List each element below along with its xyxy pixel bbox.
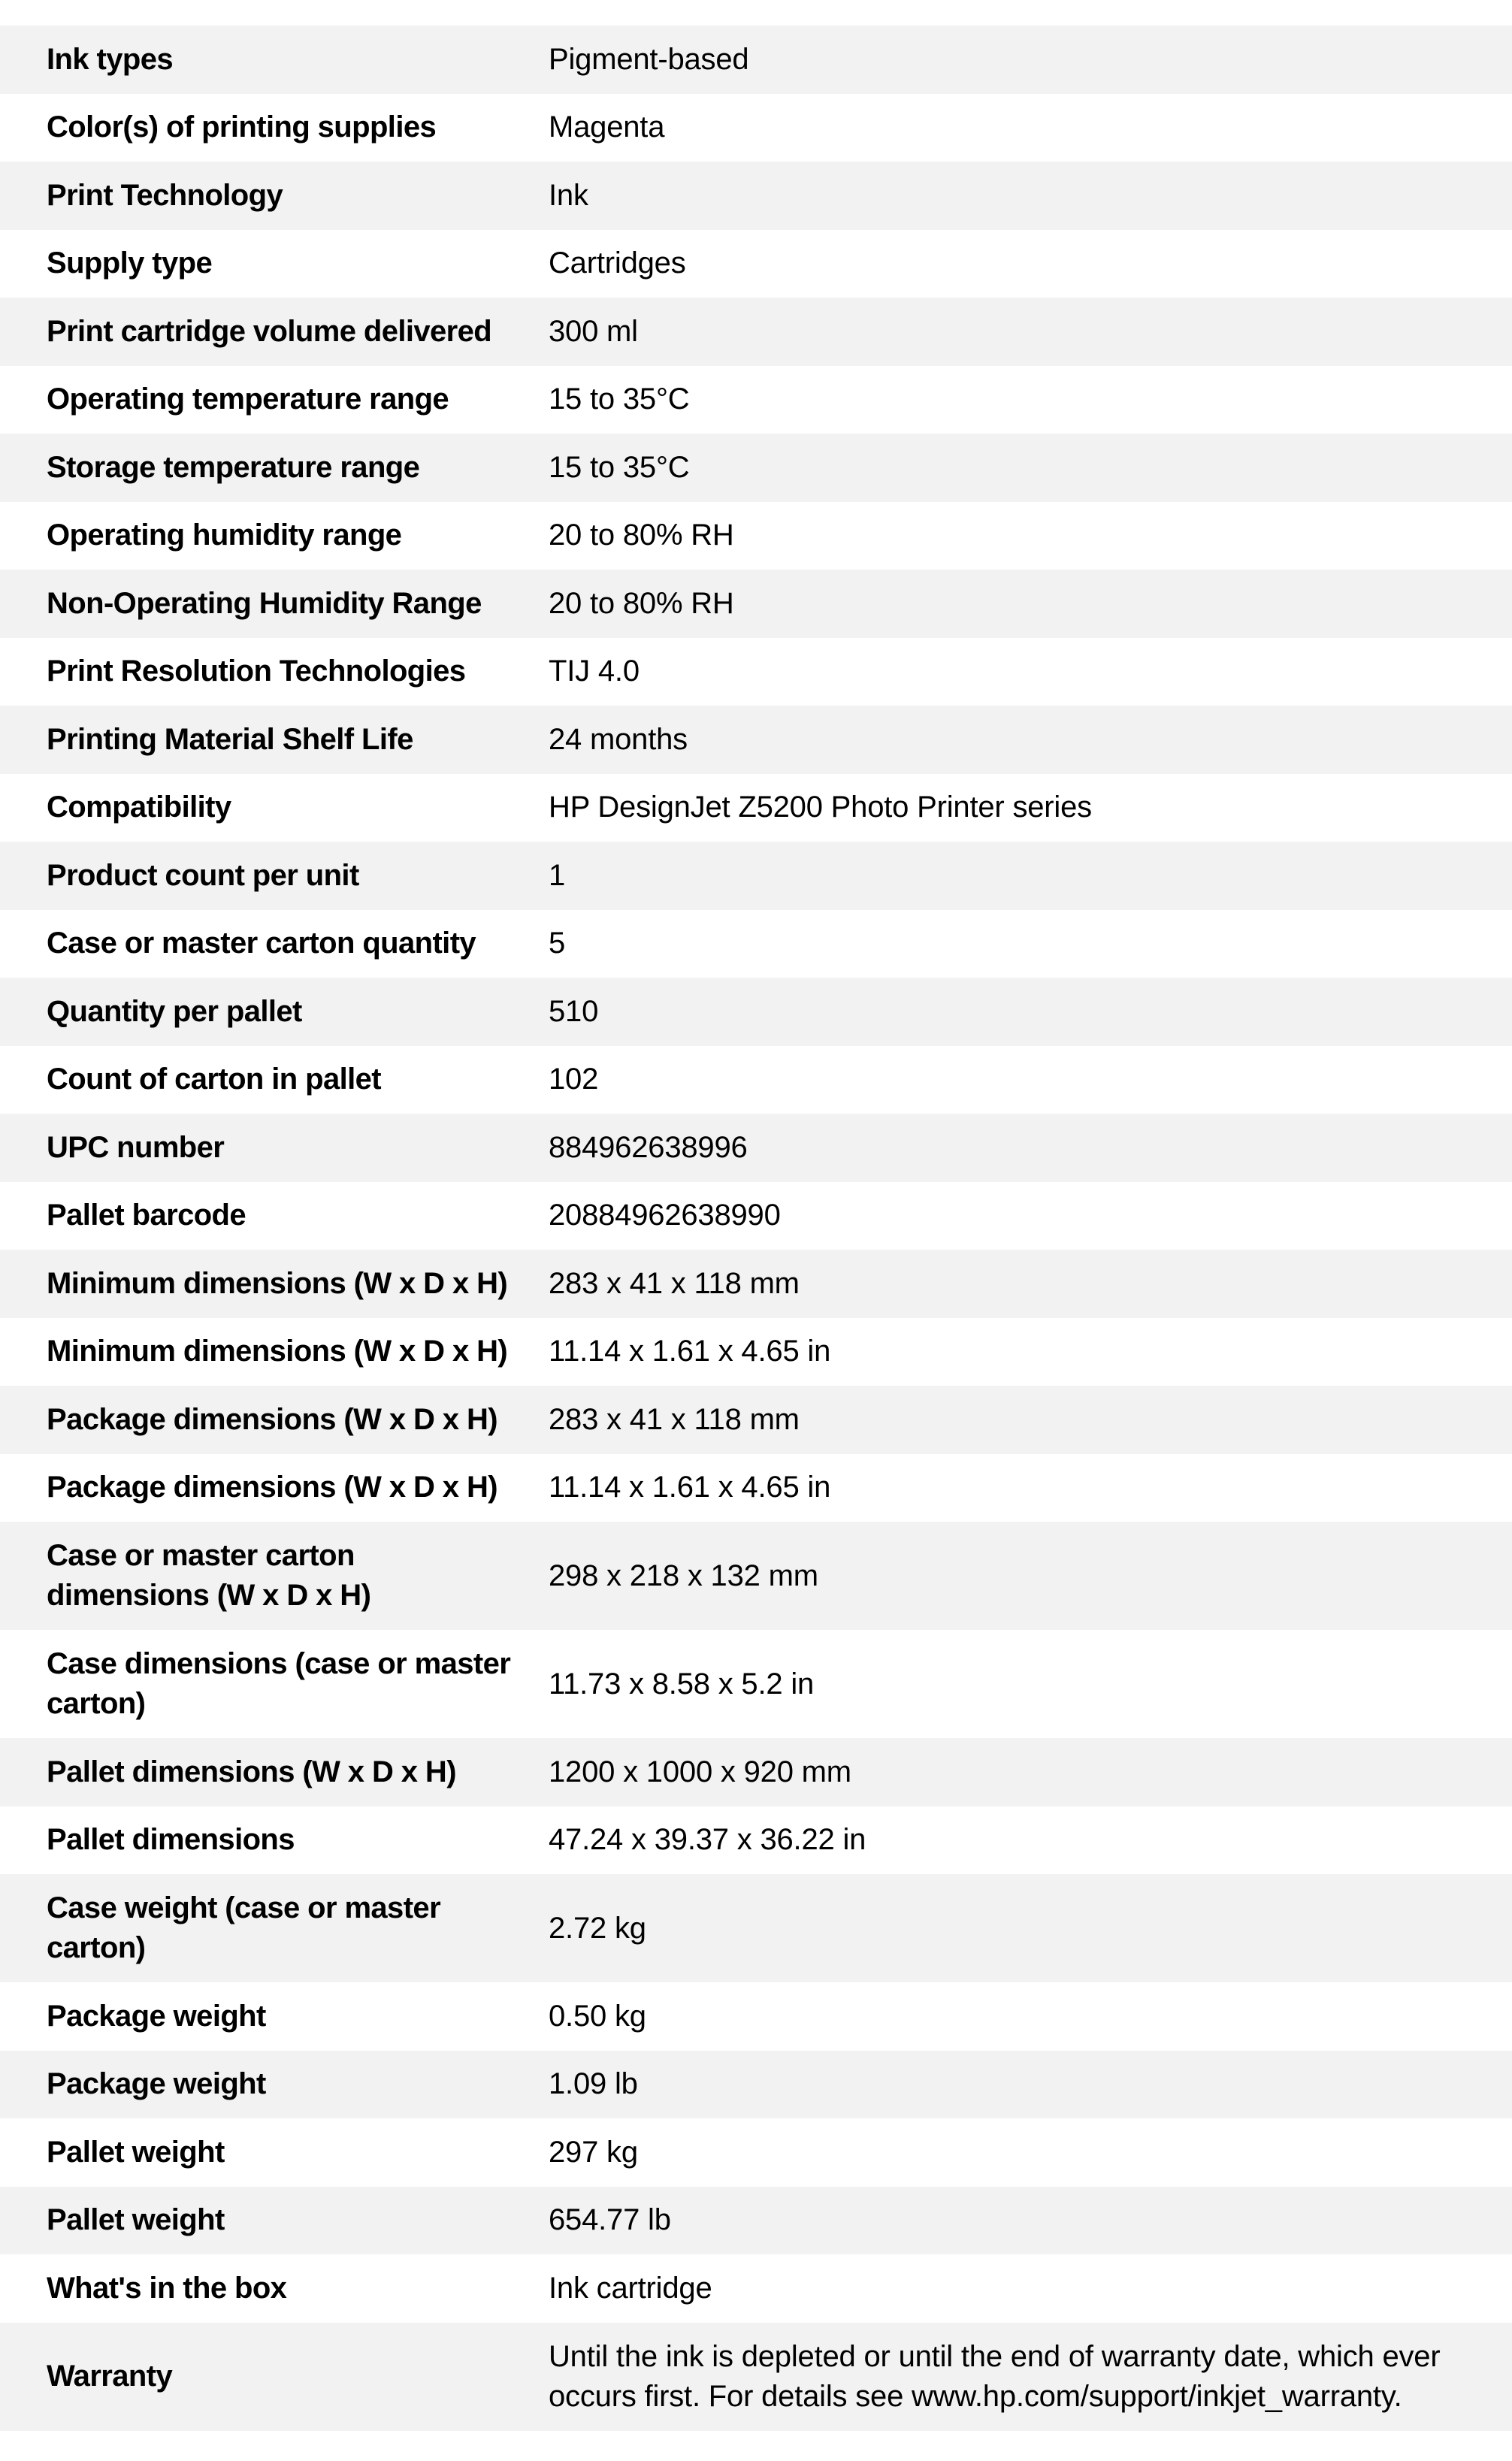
spec-row-pallet-weight-kg	[0, 2118, 1512, 2187]
spec-row-pallet-dimensions-in	[0, 1806, 1512, 1875]
spec-value: HP DesignJet Z5200 Photo Printer series	[549, 791, 1092, 824]
spec-row-pallet-barcode	[0, 1182, 1512, 1250]
spec-value: 24 months	[549, 722, 688, 756]
spec-label: Pallet dimensions (W x D x H)	[47, 1755, 456, 1788]
spec-value: 20 to 80% RH	[549, 519, 734, 552]
spec-value: 300 ml	[549, 314, 638, 348]
spec-label: Storage temperature range	[47, 450, 420, 484]
spec-value: 20 to 80% RH	[549, 586, 734, 620]
spec-label: Print cartridge volume delivered	[47, 314, 492, 348]
spec-value: Ink cartridge	[549, 2271, 712, 2305]
spec-value: Until the ink is depleted or until the end of warranty date, which ever occurs first. For details see www.hp.com/support/inkjet_warranty.	[549, 2339, 1441, 2413]
spec-label: Pallet weight	[47, 2135, 225, 2169]
spec-label: Pallet dimensions	[47, 1823, 295, 1857]
spec-row-package-weight-lb	[0, 2051, 1512, 2119]
spec-value: 1200 x 1000 x 920 mm	[549, 1755, 851, 1788]
spec-row-package-dimensions-in	[0, 1454, 1512, 1522]
spec-label: Operating temperature range	[47, 382, 449, 416]
spec-value: 5	[549, 927, 566, 960]
spec-value: 297 kg	[549, 2135, 638, 2169]
spec-label: Non-Operating Humidity Range	[47, 586, 482, 620]
spec-row-ink-types	[0, 26, 1512, 94]
spec-label: Minimum dimensions (W x D x H)	[47, 1335, 508, 1368]
spec-label: Package dimensions (W x D x H)	[47, 1471, 497, 1504]
spec-row-volume	[0, 298, 1512, 366]
spec-row-supply-type	[0, 230, 1512, 298]
spec-value: 15 to 35°C	[549, 450, 690, 484]
spec-label: Pallet barcode	[47, 1199, 246, 1232]
spec-value: Magenta	[549, 110, 665, 144]
spec-value: 283 x 41 x 118 mm	[549, 1266, 800, 1300]
spec-row-compatibility	[0, 774, 1512, 842]
spec-label: Count of carton in pallet	[47, 1063, 381, 1096]
spec-label: Operating humidity range	[47, 519, 402, 552]
spec-row-carton-quantity	[0, 910, 1512, 978]
spec-value: 47.24 x 39.37 x 36.22 in	[549, 1823, 866, 1857]
spec-row-warranty	[0, 2323, 1512, 2431]
spec-label: Quantity per pallet	[47, 994, 302, 1028]
spec-value: 884962638996	[549, 1130, 748, 1164]
spec-row-print-resolution	[0, 638, 1512, 706]
spec-label: Case or master carton dimensions (W x D x H)	[47, 1539, 371, 1612]
spec-value: 283 x 41 x 118 mm	[549, 1402, 800, 1436]
spec-row-carton-dimensions-mm	[0, 1522, 1512, 1630]
spec-value: 654.77 lb	[549, 2203, 671, 2237]
spec-row-carton-dimensions-in	[0, 1630, 1512, 1738]
spec-row-carton-count	[0, 1046, 1512, 1114]
spec-value: 11.73 x 8.58 x 5.2 in	[549, 1667, 815, 1701]
spec-label: Supply type	[47, 246, 213, 280]
spec-label: Print Resolution Technologies	[47, 655, 466, 688]
spec-row-print-technology	[0, 162, 1512, 230]
spec-row-minimum-dimensions-in	[0, 1318, 1512, 1386]
spec-label: Package weight	[47, 2067, 266, 2101]
spec-label: What's in the box	[47, 2271, 287, 2305]
spec-row-non-operating-humidity	[0, 570, 1512, 638]
spec-row-colors	[0, 94, 1512, 162]
spec-value: 20884962638990	[549, 1199, 781, 1232]
spec-row-product-count	[0, 842, 1512, 910]
spec-value: 1	[549, 858, 566, 892]
spec-value: 510	[549, 994, 599, 1028]
spec-value: 102	[549, 1063, 599, 1096]
spec-label: Case dimensions (case or master carton)	[47, 1647, 511, 1720]
spec-label: Package weight	[47, 1999, 266, 2033]
spec-label: Color(s) of printing supplies	[47, 110, 437, 144]
spec-value: 15 to 35°C	[549, 382, 690, 416]
spec-label: Pallet weight	[47, 2203, 225, 2237]
spec-row-pallet-weight-lb	[0, 2187, 1512, 2255]
spec-label: Ink types	[47, 42, 173, 76]
spec-label: Package dimensions (W x D x H)	[47, 1402, 497, 1436]
spec-row-whats-in-the-box	[0, 2254, 1512, 2323]
spec-label: Product count per unit	[47, 858, 359, 892]
spec-row-upc	[0, 1114, 1512, 1182]
spec-row-case-weight	[0, 1874, 1512, 1982]
spec-value: TIJ 4.0	[549, 655, 640, 688]
spec-label: UPC number	[47, 1130, 225, 1164]
spec-row-operating-temperature	[0, 366, 1512, 434]
spec-row-shelf-life	[0, 706, 1512, 774]
spec-row-pallet-dimensions-mm	[0, 1738, 1512, 1806]
spec-label: Print Technology	[47, 178, 283, 212]
spec-label: Compatibility	[47, 791, 231, 824]
spec-label: Warranty	[47, 2360, 173, 2393]
spec-row-storage-temperature	[0, 434, 1512, 502]
spec-row-package-weight-kg	[0, 1982, 1512, 2051]
spec-value: 0.50 kg	[549, 1999, 646, 2033]
spec-row-operating-humidity	[0, 502, 1512, 570]
spec-value: 1.09 lb	[549, 2067, 638, 2101]
spec-row-quantity-per-pallet	[0, 978, 1512, 1046]
spec-row-minimum-dimensions-mm	[0, 1250, 1512, 1318]
spec-value: Cartridges	[549, 246, 686, 280]
spec-value: 298 x 218 x 132 mm	[549, 1559, 818, 1592]
spec-label: Case weight (case or master carton)	[47, 1891, 441, 1964]
spec-value: 11.14 x 1.61 x 4.65 in	[549, 1335, 831, 1368]
spec-row-package-dimensions-mm	[0, 1386, 1512, 1454]
spec-value: 2.72 kg	[549, 1911, 646, 1945]
spec-value: Pigment-based	[549, 42, 749, 76]
spec-value: 11.14 x 1.61 x 4.65 in	[549, 1471, 831, 1504]
spec-label: Case or master carton quantity	[47, 927, 476, 960]
spec-value: Ink	[549, 178, 588, 212]
spec-label: Minimum dimensions (W x D x H)	[47, 1266, 508, 1300]
spec-table	[0, 26, 1512, 2431]
spec-label: Printing Material Shelf Life	[47, 722, 413, 756]
